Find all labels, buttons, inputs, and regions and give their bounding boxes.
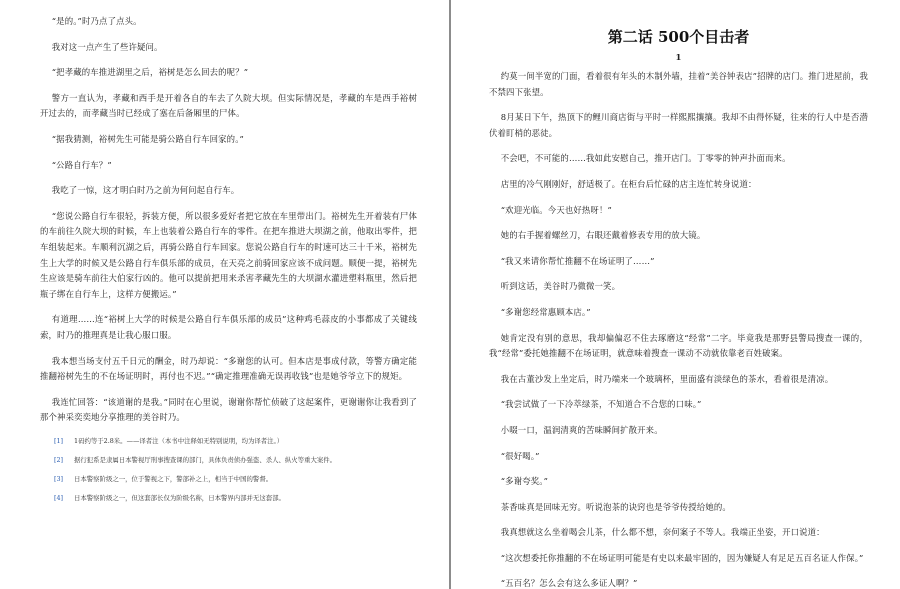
paragraph: “您说公路自行车很轻，拆装方便，所以很多爱好者把它放在车里带出门。裕树先生开着装有尸体的车前往久院大坝的时候，车上也装着公路自行车的零件。在把车推进大坝湖之前，他取出零件，把车组装起来。车顺利沉湖之后，再骑公路自行车回家。您说公路自行车的时速可达三十千米，裕树先生上大学的时候又是公路自行车俱乐部的成员，在天亮之前骑回家应该不成问题。顺便一提，裕树先生应该是骑车前往大伯家行凶的。他可以提前把用来杀害孝藏先生的大坝湖水灌进塑料瓶里，然后把瓶子绑在自行车上，这样方便搬运。” (40, 210, 417, 299)
paragraph: 警方一直认为，孝藏和西手是开着各自的车去了久院大坝。但实际情况是，孝藏的车是西手裕树开过去的，而孝藏当时已经成了塞在后备厢里的尸体。 (40, 92, 417, 119)
footnote-text: 据行犯系是隶属日本警视厅刑事搜查课的部门，具体负责侦办强盗、杀人、纵火等重大案件。 (74, 455, 337, 464)
paragraph: “多谢您经常惠顾本店。” (500, 306, 591, 317)
paragraph: 我吃了一惊，这才明白时乃之前为何问起自行车。 (51, 185, 240, 196)
footnote (54, 436, 417, 446)
paragraph: 我真想就这么坐着喝会儿茶，什么都不想，奈何案子不等人。我端正坐姿，开口说道： (500, 527, 825, 538)
footnote (54, 474, 417, 484)
footnote-text: 日本警察阶级之一，但这套部长仅为阶级名称，日本警界内部并无这套部。 (74, 493, 285, 502)
paragraph: “是的。”时乃点了点头。 (51, 16, 142, 26)
footnote (54, 455, 417, 465)
footnote (54, 493, 417, 503)
footnote-ref-link[interactable]: [2] (54, 455, 64, 464)
footnote-text: 日本警察阶级之一，位于警视之下，警部补之上，相当于中国的警督。 (74, 474, 273, 483)
right-paragraphs (489, 69, 868, 589)
chapter-title: 第二话 500个目击者 (607, 28, 750, 46)
paragraph: “我又来请你帮忙推翻不在场证明了……” (500, 255, 655, 266)
paragraph: 我对这一点产生了些许疑问。 (51, 41, 163, 52)
paragraph: 我本想当场支付五千日元的酬金，时乃却说：“多谢您的认可。但本店是事成付款，等警方确定能推翻裕树先生的不在场证明时，再付也不迟。”“确定推理准确无误再收钱”也是她爷爷立下的规矩。 (40, 355, 417, 382)
paragraph: 不会吧，不可能的……我如此安慰自己，推开店门。丁零零的钟声扑面而来。 (500, 153, 791, 164)
footnote-ref-link[interactable]: [4] (54, 493, 64, 502)
paragraph: “多谢夸奖。” (500, 476, 549, 487)
paragraph: 茶香味真是回味无穷。听说泡茶的诀窍也是爷爷传授给她的。 (500, 501, 731, 512)
paragraph: 听到这话，美谷时乃微微一笑。 (500, 281, 621, 292)
left-page (0, 0, 449, 589)
left-paragraphs (40, 14, 417, 426)
paragraph: “五百名？怎么会有这么多证人啊？” (500, 578, 638, 589)
paragraph: “很好喝。” (500, 450, 540, 461)
paragraph: 她的右手握着螺丝刀，右眼还戴着修表专用的放大镜。 (500, 230, 706, 241)
paragraph: 我在古董沙发上坐定后，时乃端来一个玻璃杯，里面盛有淡绿色的茶水，看着很是清凉。 (500, 373, 834, 384)
section-number: 1 (675, 53, 682, 63)
footnotes (40, 436, 417, 503)
paragraph: “这次想委托你推翻的不在场证明可能是有史以来最牢固的，因为嫌疑人有足足五百名证人作保。” (500, 552, 864, 563)
paragraph: “把孝藏的车推进湖里之后，裕树是怎么回去的呢？” (51, 67, 249, 78)
paragraph: “我尝试做了一下冷萃绿茶，不知道合不合您的口味。” (500, 399, 702, 410)
paragraph: 约莫一间半宽的门面，看着很有年头的木制外墙，挂着“美谷钟表店”招牌的店门。推门进屋前，我不禁四下张望。 (489, 71, 868, 97)
paragraph: 店里的冷气刚刚好，舒适极了。在柜台后忙碌的店主连忙转身说道： (500, 178, 757, 189)
paragraph: 我连忙回答：“该道谢的是我。”同时在心里说，谢谢你帮忙侦破了这起案件，更谢谢你让我看到了那个神采奕奕地分享推理的美谷时乃。 (40, 396, 417, 423)
footnote-text: 1码约等于2.8米。——译者注（本书中注释如无特别说明，均为译者注。） (74, 436, 284, 445)
footnote-ref-link[interactable]: [3] (54, 474, 64, 483)
right-page (451, 0, 900, 589)
paragraph: 她肯定没有别的意思，我却偏偏忍不住去琢磨这“经常”二字。毕竟我是那野县警局搜查一课的，我“经常”委托她推翻不在场证明，就意味着搜查一课动不动就依靠老百姓破案。 (489, 332, 868, 359)
footnote-ref-link[interactable]: [1] (54, 436, 64, 445)
paragraph: 有道理……连“裕树上大学的时候是公路自行车俱乐部的成员”这种鸡毛蒜皮的小事都成了关键线索，时乃的推理真是让我心服口服。 (40, 314, 417, 340)
paragraph: “据我猜测，裕树先生可能是骑公路自行车回家的。” (51, 133, 244, 144)
paragraph: 小啜一口，温润清爽的苦味瞬间扩散开来。 (500, 424, 663, 435)
paragraph: 8月某日下午，热顶下的鲤川商店街与平时一样熙熙攘攘。我却不由得怀疑，往来的行人中是否潜伏着盯梢的恶徒。 (489, 112, 868, 138)
paragraph: “欢迎光临。今天也好热呀！” (500, 204, 612, 215)
paragraph: “公路自行车？” (51, 159, 112, 170)
